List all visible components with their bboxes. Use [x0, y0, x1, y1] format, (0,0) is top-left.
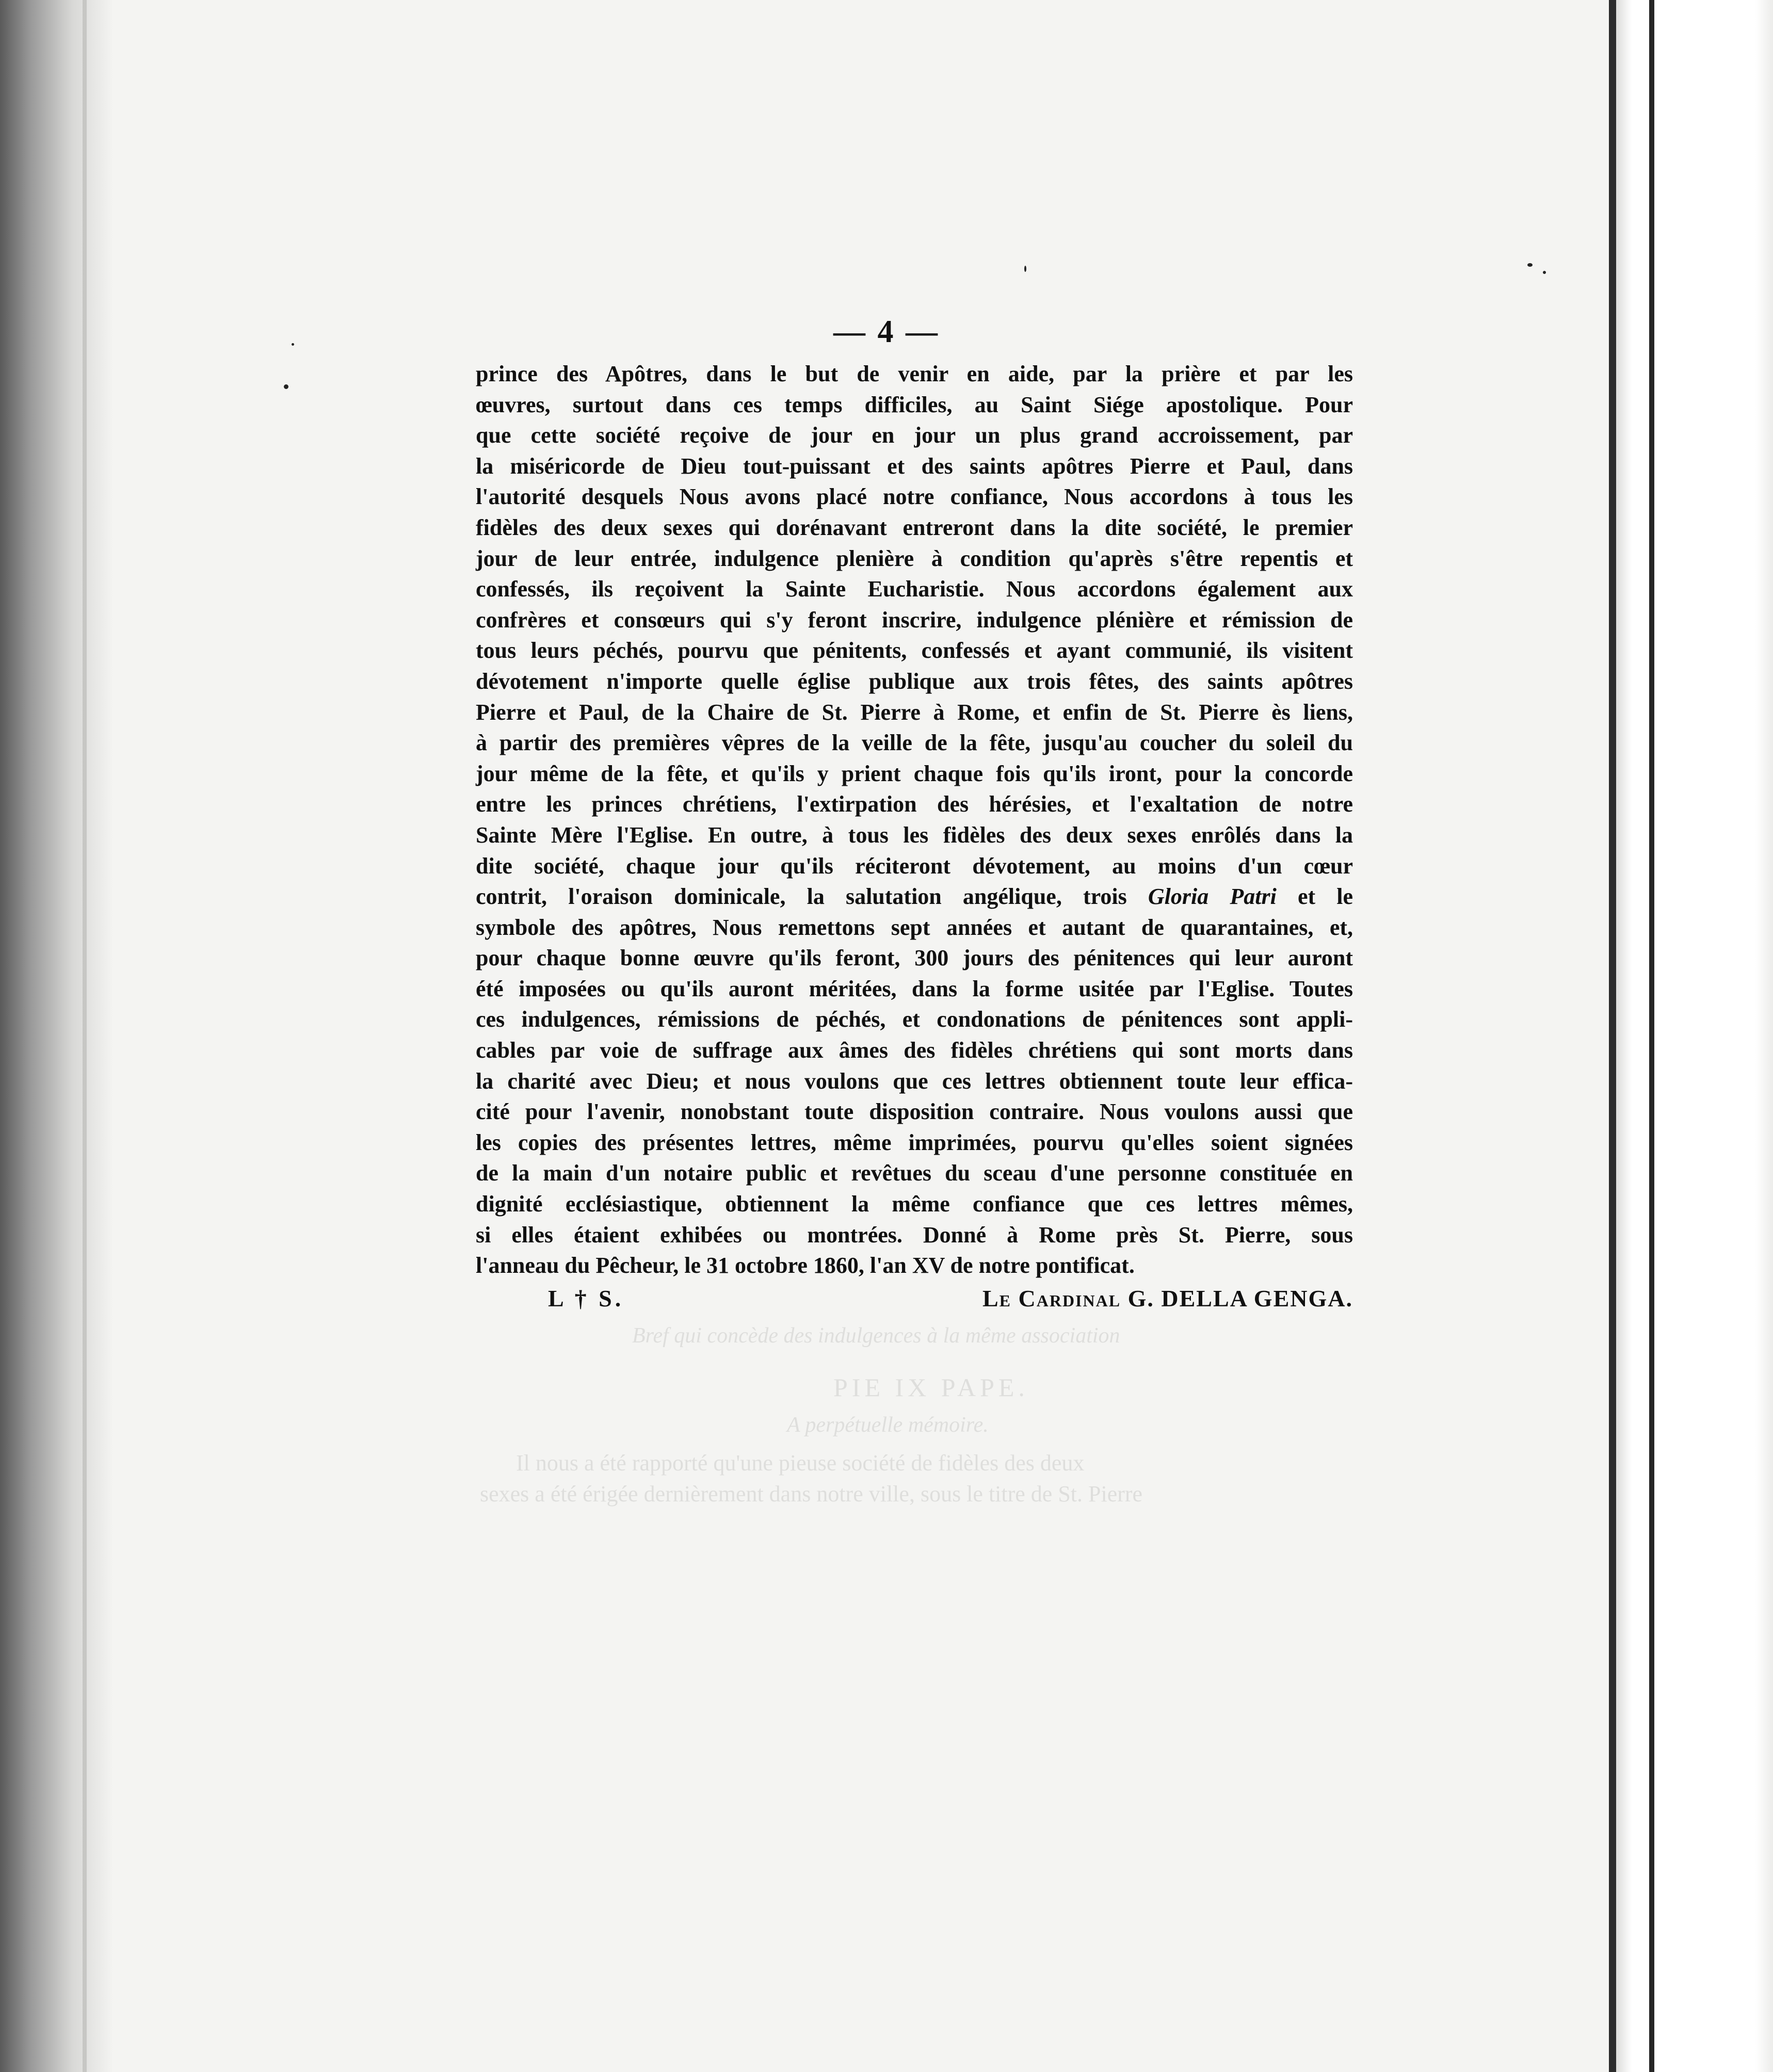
text-line: les copies des présentes lettres, même imprimées, pourvu qu'elles soient signées	[476, 1129, 1353, 1155]
text-line: pour chaque bonne œuvre qu'ils feront, 300 jours des pénitences qui leur auront	[476, 945, 1353, 971]
text-line: tous leurs péchés, pourvu que pénitents, confessés et ayant communié, ils visitent	[476, 638, 1353, 663]
text-line: que cette société reçoive de jour en jour un plus grand accroissement, par	[476, 423, 1353, 448]
text-line: dévotement n'importe quelle église publique aux trois fêtes, des saints apôtres	[476, 668, 1353, 694]
bleed-through-line: PIE IX PAPE.	[833, 1373, 1029, 1402]
text-line: à partir des premières vêpres de la veille de la fête, jusqu'au coucher du soleil du	[476, 730, 1353, 756]
text-line: la charité avec Dieu; et nous voulons que ces lettres obtiennent toute leur effica-	[476, 1068, 1353, 1094]
text-line: ces indulgences, rémissions de péchés, et condonations de pénitences sont appli-	[476, 1007, 1353, 1032]
text-line: prince des Apôtres, dans le but de venir en aide, par la prière et par les	[476, 361, 1353, 386]
text-line: l'anneau du Pêcheur, le 31 octobre 1860, l'an XV de notre pontificat.	[476, 1253, 1135, 1278]
signature-title: Le Cardinal	[982, 1285, 1121, 1312]
bleed-through-line: sexes a été érigée dernièrement dans notre ville, sous le titre de St. Pierre	[480, 1481, 1143, 1507]
text-segment: contrit, l'oraison dominicale, la salutation angélique, trois	[476, 884, 1127, 910]
text-line: la miséricorde de Dieu tout-puissant et des saints apôtres Pierre et Paul, dans	[476, 453, 1353, 479]
dust-speck	[1024, 266, 1026, 272]
text-line: Sainte Mère l'Eglise. En outre, à tous les fidèles des deux sexes enrôlés dans la	[476, 822, 1353, 848]
bleed-through-line: Il nous a été rapporté qu'une pieuse société de fidèles des deux	[516, 1450, 1085, 1476]
text-line: entre les princes chrétiens, l'extirpation des hérésies, et l'exaltation de notre	[476, 791, 1353, 817]
body-text	[476, 359, 1353, 1281]
italic-phrase: Gloria Patri	[1148, 884, 1277, 910]
text-line: Pierre et Paul, de la Chaire de St. Pierre à Rome, et enfin de St. Pierre ès liens,	[476, 699, 1353, 725]
page-number: — 4 —	[833, 314, 940, 349]
text-line: dignité ecclésiastique, obtiennent la même confiance que ces lettres mêmes,	[476, 1191, 1353, 1217]
text-line: fidèles des deux sexes qui dorénavant entreront dans la dite société, le premier	[476, 514, 1353, 540]
scan-streak	[83, 0, 87, 2072]
text-line: de la main d'un notaire public et revêtues du sceau d'une personne constituée en	[476, 1160, 1353, 1186]
signature-name: G. DELLA GENGA.	[1127, 1285, 1353, 1312]
dust-speck	[284, 384, 288, 389]
text-segment: et le	[1297, 884, 1353, 910]
bleed-through-line: Bref qui concède des indulgences à la même association	[632, 1324, 1120, 1348]
signature	[982, 1285, 1353, 1312]
text-line: jour de leur entrée, indulgence plenière à condition qu'après s'être repentis et	[476, 545, 1353, 571]
adjacent-page-strip	[1616, 0, 1773, 2072]
text-line: œuvres, surtout dans ces temps difficiles, au Saint Siége apostolique. Pour	[476, 392, 1353, 417]
page-edge-right	[1609, 0, 1616, 2072]
text-line: cité pour l'avenir, nonobstant toute disposition contraire. Nous voulons aussi que	[476, 1099, 1353, 1125]
dust-speck	[1543, 271, 1546, 274]
text-line: dite société, chaque jour qu'ils réciteront dévotement, au moins d'un cœur	[476, 853, 1353, 879]
text-line: l'autorité desquels Nous avons placé notre confiance, Nous accordons à tous les	[476, 484, 1353, 510]
dust-speck	[1527, 263, 1533, 267]
text-line: jour même de la fête, et qu'ils y prient chaque fois qu'ils iront, pour la concorde	[476, 760, 1353, 786]
text-line: confrères et consœurs qui s'y feront inscrire, indulgence plénière et rémission de	[476, 607, 1353, 633]
scan-margin-left	[0, 0, 114, 2072]
text-line: été imposées ou qu'ils auront méritées, dans la forme usitée par l'Eglise. Toutes	[476, 976, 1353, 1001]
signature-row	[476, 1285, 1353, 1321]
text-line: si elles étaient exhibées ou montrées. Donné à Rome près St. Pierre, sous	[476, 1222, 1353, 1248]
adjacent-page-edge	[1649, 0, 1654, 2072]
text-line-with-italic	[476, 881, 1353, 912]
bleed-through-line: A perpétuelle mémoire.	[787, 1413, 989, 1437]
text-line: confessés, ils reçoivent la Sainte Eucharistie. Nous accordons également aux	[476, 576, 1353, 602]
text-line: cables par voie de suffrage aux âmes des fidèles chrétiens qui sont morts dans	[476, 1038, 1353, 1063]
text-line: symbole des apôtres, Nous remettons sept années et autant de quarantaines, et,	[476, 914, 1353, 940]
seal-mark: L † S.	[548, 1285, 624, 1312]
